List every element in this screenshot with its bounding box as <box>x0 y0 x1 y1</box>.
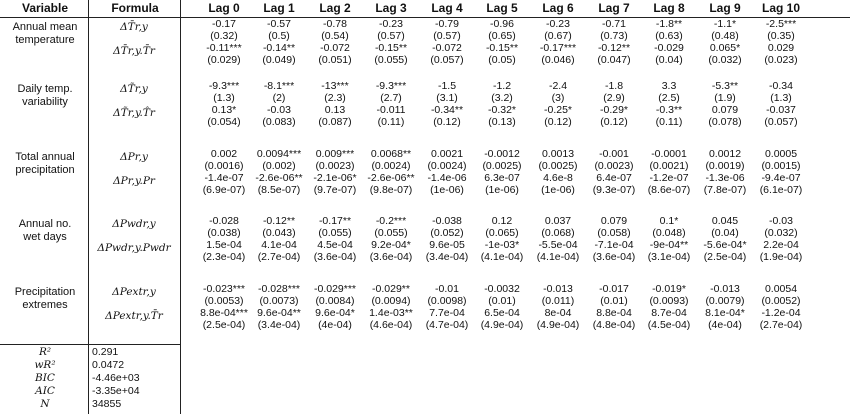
formula-label: ΔPwdr,y <box>112 218 156 230</box>
coefficient-cell: -5.6e-04* <box>703 239 747 251</box>
column-header: Lag 5 <box>486 1 518 15</box>
standard-error-cell: (0.0094) <box>371 295 411 307</box>
column-header: Lag 8 <box>653 1 685 15</box>
coefficient-cell: -5.3** <box>711 80 739 92</box>
coefficient-cell: -0.17** <box>318 215 352 227</box>
coefficient-cell: -0.15** <box>485 42 519 54</box>
standard-error-cell: (4e-04) <box>708 319 742 331</box>
standard-error-cell: (0.049) <box>262 54 296 66</box>
standard-error-cell: (0.57) <box>377 30 405 42</box>
standard-error-cell: (0.0023) <box>594 160 634 172</box>
column-header: Lag 1 <box>263 1 295 15</box>
coefficient-cell: -0.037 <box>766 104 796 116</box>
coefficient-cell: -0.79 <box>435 18 459 30</box>
stat-label: wR² <box>34 359 56 371</box>
formula-label: ΔPextr,y.T̄r <box>105 310 163 322</box>
coefficient-cell: 0.037 <box>544 215 572 227</box>
coefficient-cell: -0.23 <box>546 18 570 30</box>
standard-error-cell: (0.0073) <box>259 295 299 307</box>
variable-name: extremes <box>22 299 68 311</box>
column-rule <box>180 0 181 414</box>
coefficient-cell: -0.17 <box>212 18 236 30</box>
coefficient-cell: -0.029** <box>372 283 410 295</box>
standard-error-cell: (2.5) <box>658 92 680 104</box>
standard-error-cell: (3.4e-04) <box>257 319 301 331</box>
stat-value: -4.46e+03 <box>92 372 140 384</box>
column-header: Lag 9 <box>709 1 741 15</box>
standard-error-cell: (0.63) <box>655 30 683 42</box>
coefficient-cell: -0.0001 <box>651 148 687 160</box>
stat-value: 0.0472 <box>92 359 125 371</box>
coefficient-cell: 0.079 <box>711 104 739 116</box>
standard-error-cell: (2.7) <box>380 92 402 104</box>
coefficient-cell: 0.0021 <box>430 148 464 160</box>
coefficient-cell: 0.029 <box>767 42 795 54</box>
standard-error-cell: (0.002) <box>262 160 296 172</box>
coefficient-cell: -0.013 <box>710 283 740 295</box>
standard-error-cell: (3.2) <box>491 92 513 104</box>
coefficient-cell: 8.7e-04 <box>651 307 687 319</box>
coefficient-cell: -1.2e-07 <box>649 172 689 184</box>
coefficient-cell: -0.34 <box>769 80 793 92</box>
coefficient-cell: -1.2 <box>492 80 512 92</box>
coefficient-cell: -0.029*** <box>313 283 357 295</box>
coefficient-cell: -7.1e-04 <box>594 239 634 251</box>
stat-value: 0.291 <box>92 346 119 358</box>
standard-error-cell: (0.058) <box>597 227 631 239</box>
coefficient-cell: -0.03 <box>267 104 291 116</box>
column-header: Lag 4 <box>431 1 463 15</box>
coefficient-cell: -13*** <box>321 80 349 92</box>
coefficient-cell: -9.4e-07 <box>761 172 801 184</box>
standard-error-cell: (2.7e-04) <box>257 251 301 263</box>
formula-label: ΔT̃r,y <box>120 83 148 95</box>
standard-error-cell: (3.1e-04) <box>647 251 691 263</box>
stat-label: R² <box>38 346 52 358</box>
coefficient-cell: -0.12** <box>597 42 631 54</box>
column-header: Lag 3 <box>375 1 407 15</box>
formula-label: ΔT̃r,y.T̂r <box>113 107 155 119</box>
coefficient-cell: -0.29* <box>599 104 629 116</box>
standard-error-cell: (0.0025) <box>482 160 522 172</box>
formula-label: ΔPwdr,y.Pwdr <box>97 242 171 254</box>
standard-error-cell: (0.078) <box>708 116 742 128</box>
standard-error-cell: (4.6e-04) <box>369 319 413 331</box>
coefficient-cell: -1.8 <box>604 80 624 92</box>
coefficient-cell: 6.5e-04 <box>484 307 520 319</box>
standard-error-cell: (0.057) <box>430 54 464 66</box>
coefficient-cell: 2.2e-04 <box>763 239 799 251</box>
column-rule <box>88 0 89 414</box>
standard-error-cell: (9.7e-07) <box>313 184 357 196</box>
standard-error-cell: (0.038) <box>207 227 241 239</box>
standard-error-cell: (3.6e-04) <box>592 251 636 263</box>
standard-error-cell: (1e-06) <box>541 184 575 196</box>
coefficient-cell: 0.065* <box>709 42 741 54</box>
standard-error-cell: (2.9) <box>603 92 625 104</box>
coefficient-cell: 4.6e-8 <box>543 172 573 184</box>
standard-error-cell: (3.1) <box>436 92 458 104</box>
variable-name: Annual mean <box>12 21 78 33</box>
coefficient-cell: -1.5 <box>437 80 457 92</box>
standard-error-cell: (4e-04) <box>318 319 352 331</box>
coefficient-cell: -1.2e-04 <box>761 307 801 319</box>
standard-error-cell: (4.8e-04) <box>592 319 636 331</box>
standard-error-cell: (4.1e-04) <box>536 251 580 263</box>
standard-error-cell: (0.73) <box>600 30 628 42</box>
coefficient-cell: 4.5e-04 <box>317 239 353 251</box>
standard-error-cell: (2.3) <box>324 92 346 104</box>
coefficient-cell: -1e-03* <box>484 239 520 251</box>
column-header: Lag 2 <box>319 1 351 15</box>
standard-error-cell: (0.052) <box>430 227 464 239</box>
standard-error-cell: (0.48) <box>711 30 739 42</box>
standard-error-cell: (0.0015) <box>761 160 801 172</box>
standard-error-cell: (0.57) <box>433 30 461 42</box>
standard-error-cell: (2) <box>272 92 286 104</box>
standard-error-cell: (0.054) <box>207 116 241 128</box>
coefficient-cell: -1.4e-07 <box>204 172 244 184</box>
coefficient-cell: -0.57 <box>267 18 291 30</box>
coefficient-cell: -0.038 <box>432 215 462 227</box>
variable-name: variability <box>22 96 68 108</box>
standard-error-cell: (0.068) <box>541 227 575 239</box>
formula-label: ΔT̄r,y.T̄r <box>113 45 155 57</box>
standard-error-cell: (0.047) <box>597 54 631 66</box>
coefficient-cell: 1.4e-03** <box>369 307 413 319</box>
coefficient-cell: 0.0094*** <box>256 148 302 160</box>
coefficient-cell: -2.1e-06* <box>313 172 357 184</box>
standard-error-cell: (0.046) <box>541 54 575 66</box>
formula-label: ΔPr,y.Pr <box>113 175 155 187</box>
standard-error-cell: (0.0023) <box>315 160 355 172</box>
standard-error-cell: (0.05) <box>488 54 516 66</box>
variable-name: temperature <box>15 34 75 46</box>
variable-name: Daily temp. <box>17 83 73 95</box>
standard-error-cell: (0.029) <box>207 54 241 66</box>
standard-error-cell: (0.023) <box>764 54 798 66</box>
stats-rule <box>0 344 180 345</box>
coefficient-cell: -0.028*** <box>257 283 301 295</box>
coefficient-cell: -0.23 <box>379 18 403 30</box>
standard-error-cell: (0.065) <box>485 227 519 239</box>
variable-name: Precipitation <box>14 286 76 298</box>
coefficient-cell: -0.072 <box>320 42 350 54</box>
standard-error-cell: (0.0093) <box>649 295 689 307</box>
standard-error-cell: (0.043) <box>262 227 296 239</box>
coefficient-cell: 8e-04 <box>544 307 572 319</box>
standard-error-cell: (2.5e-04) <box>202 319 246 331</box>
coefficient-cell: -1.1* <box>713 18 737 30</box>
column-header: Lag 10 <box>761 1 800 15</box>
coefficient-cell: 4.1e-04 <box>261 239 297 251</box>
standard-error-cell: (0.055) <box>318 227 352 239</box>
standard-error-cell: (0.0084) <box>315 295 355 307</box>
standard-error-cell: (0.0079) <box>705 295 745 307</box>
standard-error-cell: (2.3e-04) <box>202 251 246 263</box>
coefficient-cell: 0.13 <box>324 104 346 116</box>
standard-error-cell: (0.65) <box>488 30 516 42</box>
standard-error-cell: (6.1e-07) <box>759 184 803 196</box>
standard-error-cell: (0.0098) <box>427 295 467 307</box>
coefficient-cell: -2.5*** <box>765 18 797 30</box>
standard-error-cell: (0.0024) <box>427 160 467 172</box>
coefficient-cell: 9.6e-04* <box>315 307 355 319</box>
standard-error-cell: (0.055) <box>374 54 408 66</box>
coefficient-cell: 8.8e-04*** <box>200 307 248 319</box>
coefficient-cell: 8.1e-04* <box>705 307 745 319</box>
coefficient-cell: 0.0054 <box>764 283 798 295</box>
coefficient-cell: 0.045 <box>711 215 739 227</box>
standard-error-cell: (4.1e-04) <box>480 251 524 263</box>
coefficient-cell: -0.2*** <box>375 215 407 227</box>
coefficient-cell: -1.4e-06 <box>427 172 467 184</box>
column-header: Formula <box>111 1 159 15</box>
stat-label: BIC <box>35 372 55 384</box>
variable-name: Annual no. <box>18 218 72 230</box>
coefficient-cell: 0.12 <box>491 215 513 227</box>
coefficient-cell: -0.029 <box>654 42 684 54</box>
variable-name: Total annual <box>15 151 75 163</box>
standard-error-cell: (8.6e-07) <box>647 184 691 196</box>
coefficient-cell: -9.3*** <box>375 80 407 92</box>
coefficient-cell: -9.3*** <box>208 80 240 92</box>
coefficient-cell: -0.013 <box>543 283 573 295</box>
standard-error-cell: (6.9e-07) <box>202 184 246 196</box>
standard-error-cell: (9.8e-07) <box>369 184 413 196</box>
coefficient-cell: -0.25* <box>543 104 573 116</box>
coefficient-cell: -0.14** <box>262 42 296 54</box>
coefficient-cell: -0.71 <box>602 18 626 30</box>
standard-error-cell: (3.4e-04) <box>425 251 469 263</box>
coefficient-cell: 8.8e-04 <box>596 307 632 319</box>
coefficient-cell: -0.01 <box>435 283 459 295</box>
standard-error-cell: (0.0053) <box>204 295 244 307</box>
coefficient-cell: -1.8** <box>655 18 683 30</box>
variable-name: wet days <box>23 231 67 243</box>
standard-error-cell: (0.5) <box>268 30 290 42</box>
coefficient-cell: 0.1* <box>659 215 679 227</box>
coefficient-cell: -0.0012 <box>484 148 520 160</box>
standard-error-cell: (0.12) <box>600 116 628 128</box>
coefficient-cell: 9.2e-04* <box>371 239 411 251</box>
coefficient-cell: -8.1*** <box>263 80 295 92</box>
coefficient-cell: 0.079 <box>600 215 628 227</box>
coefficient-cell: -9e-04** <box>649 239 689 251</box>
standard-error-cell: (0.0016) <box>204 160 244 172</box>
coefficient-cell: 3.3 <box>661 80 677 92</box>
standard-error-cell: (0.12) <box>544 116 572 128</box>
standard-error-cell: (0.13) <box>488 116 516 128</box>
standard-error-cell: (8.5e-07) <box>257 184 301 196</box>
coefficient-cell: -0.0032 <box>484 283 520 295</box>
standard-error-cell: (0.051) <box>318 54 352 66</box>
standard-error-cell: (0.04) <box>711 227 739 239</box>
standard-error-cell: (0.32) <box>210 30 238 42</box>
coefficient-cell: 9.6e-04** <box>257 307 301 319</box>
coefficient-cell: -0.019* <box>652 283 686 295</box>
standard-error-cell: (0.35) <box>767 30 795 42</box>
coefficient-cell: 0.13* <box>211 104 237 116</box>
standard-error-cell: (0.011) <box>541 295 575 307</box>
coefficient-cell: -0.011 <box>376 104 406 116</box>
stat-value: -3.35e+04 <box>92 385 140 397</box>
standard-error-cell: (1.9e-04) <box>759 251 803 263</box>
column-header: Lag 0 <box>208 1 240 15</box>
standard-error-cell: (1.3) <box>770 92 792 104</box>
stat-label: AIC <box>35 385 55 397</box>
stat-label: N <box>40 398 50 410</box>
coefficient-cell: -0.34** <box>430 104 464 116</box>
coefficient-cell: 0.0068** <box>370 148 412 160</box>
standard-error-cell: (0.032) <box>708 54 742 66</box>
standard-error-cell: (0.0052) <box>761 295 801 307</box>
standard-error-cell: (0.12) <box>433 116 461 128</box>
standard-error-cell: (0.67) <box>544 30 572 42</box>
standard-error-cell: (0.0024) <box>371 160 411 172</box>
standard-error-cell: (0.087) <box>318 116 352 128</box>
coefficient-cell: -0.03 <box>769 215 793 227</box>
stat-value: 34855 <box>92 398 122 410</box>
coefficient-cell: 0.0005 <box>764 148 798 160</box>
standard-error-cell: (0.057) <box>764 116 798 128</box>
coefficient-cell: -0.15** <box>374 42 408 54</box>
standard-error-cell: (0.54) <box>321 30 349 42</box>
column-header: Lag 7 <box>598 1 630 15</box>
coefficient-cell: -2.4 <box>548 80 568 92</box>
standard-error-cell: (3) <box>551 92 565 104</box>
coefficient-cell: -2.6e-06** <box>255 172 303 184</box>
standard-error-cell: (1e-06) <box>485 184 519 196</box>
coefficient-cell: 0.002 <box>210 148 238 160</box>
standard-error-cell: (0.01) <box>600 295 628 307</box>
coefficient-cell: -0.12** <box>262 215 296 227</box>
coefficient-cell: -5.5e-04 <box>538 239 578 251</box>
coefficient-cell: 9.6e-05 <box>429 239 465 251</box>
column-header: Variable <box>21 1 69 15</box>
coefficient-cell: -0.072 <box>432 42 462 54</box>
standard-error-cell: (0.0021) <box>649 160 689 172</box>
coefficient-cell: -0.023*** <box>202 283 246 295</box>
standard-error-cell: (0.11) <box>377 116 405 128</box>
column-header: Lag 6 <box>542 1 574 15</box>
coefficient-cell: 7.7e-04 <box>429 307 465 319</box>
standard-error-cell: (2.7e-04) <box>759 319 803 331</box>
coefficient-cell: -0.028 <box>209 215 239 227</box>
coefficient-cell: -0.32* <box>487 104 517 116</box>
standard-error-cell: (9.3e-07) <box>592 184 636 196</box>
coefficient-cell: -0.17*** <box>539 42 577 54</box>
formula-label: ΔPr,y <box>120 151 148 163</box>
coefficient-cell: -0.11*** <box>206 42 242 54</box>
standard-error-cell: (0.04) <box>655 54 683 66</box>
standard-error-cell: (2.5e-04) <box>703 251 747 263</box>
standard-error-cell: (4.9e-04) <box>480 319 524 331</box>
standard-error-cell: (0.032) <box>764 227 798 239</box>
standard-error-cell: (4.9e-04) <box>536 319 580 331</box>
standard-error-cell: (0.11) <box>655 116 683 128</box>
coefficient-cell: -0.3** <box>655 104 683 116</box>
standard-error-cell: (3.6e-04) <box>369 251 413 263</box>
coefficient-cell: 0.0013 <box>541 148 575 160</box>
standard-error-cell: (7.8e-07) <box>703 184 747 196</box>
standard-error-cell: (3.6e-04) <box>313 251 357 263</box>
coefficient-cell: -0.001 <box>599 148 629 160</box>
coefficient-cell: 0.009*** <box>315 148 355 160</box>
coefficient-cell: 1.5e-04 <box>206 239 242 251</box>
formula-label: ΔT̄r,y <box>120 21 148 33</box>
standard-error-cell: (0.0019) <box>705 160 745 172</box>
coefficient-cell: -0.017 <box>599 283 629 295</box>
coefficient-cell: 0.0012 <box>708 148 742 160</box>
standard-error-cell: (0.083) <box>262 116 296 128</box>
standard-error-cell: (1.9) <box>714 92 736 104</box>
standard-error-cell: (4.7e-04) <box>425 319 469 331</box>
standard-error-cell: (0.048) <box>652 227 686 239</box>
standard-error-cell: (0.01) <box>488 295 516 307</box>
coefficient-cell: 6.3e-07 <box>484 172 520 184</box>
standard-error-cell: (1e-06) <box>430 184 464 196</box>
standard-error-cell: (0.055) <box>374 227 408 239</box>
coefficient-cell: 6.4e-07 <box>596 172 632 184</box>
variable-name: precipitation <box>15 164 75 176</box>
coefficient-cell: -1.3e-06 <box>705 172 745 184</box>
coefficient-cell: -0.96 <box>490 18 514 30</box>
coefficient-cell: -0.78 <box>323 18 347 30</box>
coefficient-cell: -2.6e-06** <box>367 172 415 184</box>
standard-error-cell: (0.0025) <box>538 160 578 172</box>
formula-label: ΔPextr,y <box>112 286 156 298</box>
standard-error-cell: (4.5e-04) <box>647 319 691 331</box>
standard-error-cell: (1.3) <box>213 92 235 104</box>
